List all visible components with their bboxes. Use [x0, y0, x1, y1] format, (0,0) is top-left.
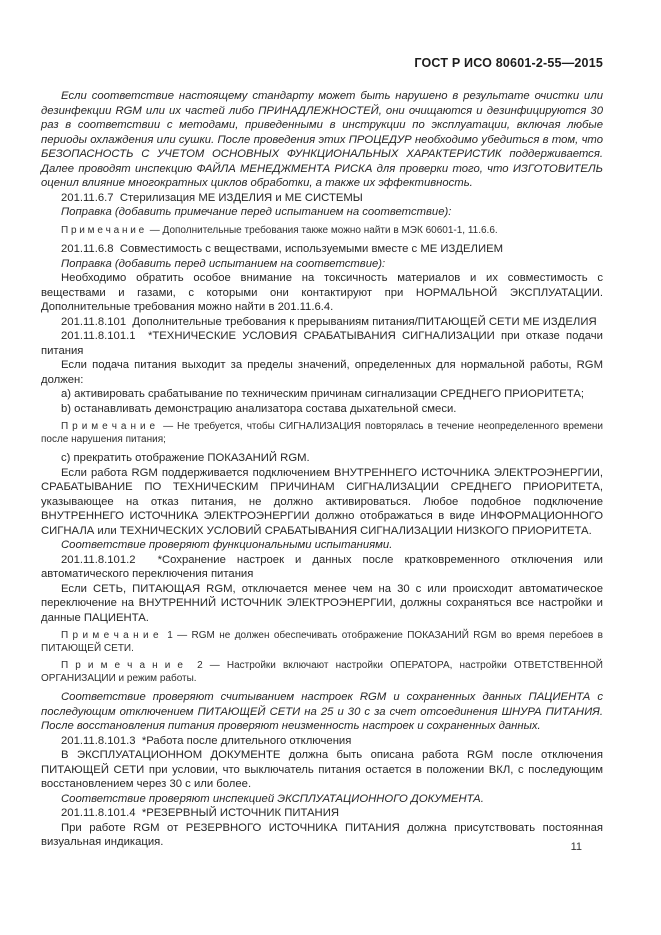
body-paragraph: Если подача питания выходит за пределы значений, определенных для нормальной работы, RGM должен:	[41, 359, 603, 386]
section-heading-201-11-8-101: 201.11.8.101 Дополнительные требования к прерываниям питания/ПИТАЮЩЕЙ СЕТИ МЕ ИЗДЕЛИЯ	[61, 315, 597, 328]
section-heading-201-11-8-101-3: 201.11.8.101.3 *Работа после длительного отключения	[61, 734, 352, 747]
compliance-statement: Соответствие проверяют функциональными испытаниями.	[61, 539, 393, 551]
page-number: 11	[570, 841, 582, 853]
section-heading-201-11-6-8: 201.11.6.8 Совместимость с веществами, используемыми вместе с МЕ ИЗДЕЛИЕМ	[61, 243, 504, 255]
compliance-statement: Соответствие проверяют инспекцией ЭКСПЛУАТАЦИОННОГО ДОКУМЕНТА.	[61, 792, 484, 805]
list-item-c: c) прекратить отображение ПОКАЗАНИЙ RGM.	[61, 452, 310, 464]
body-paragraph: Если СЕТЬ, ПИТАЮЩАЯ RGM, отключается менее чем на 30 с или происходит автоматическое переключение на ВНУТРЕННИЙ ИСТОЧНИК ЭЛЕКТРОЭНЕРГИИ, должны сохраняться все настройки и данные ПАЦИЕНТА.	[41, 582, 603, 624]
note-2: П р и м е ч а н и е 2 — Настройки включают настройки ОПЕРАТОРА, настройки ОТВЕТСТВЕННОЙ ОРГАНИЗАЦИИ и режим работы.	[41, 660, 603, 684]
note: П р и м е ч а н и е — Дополнительные требования также можно найти в МЭК 60601-1, 11.6.6.	[61, 224, 498, 236]
document-body	[41, 89, 603, 850]
body-paragraph: При работе RGM от РЕЗЕРВНОГО ИСТОЧНИКА ПИТАНИЯ должна присутствовать постоянная визуальная индикация.	[41, 821, 603, 848]
amendment-line: Поправка (добавить примечание перед испытанием на соответствие):	[61, 206, 452, 218]
list-item-a: a) активировать срабатывание по техническим причинам сигнализации СРЕДНЕГО ПРИОРИТЕТА;	[61, 388, 585, 400]
intro-italic-paragraph: Если соответствие настоящему стандарту может быть нарушено в результате очистки или дезинфекции RGM или их частей либо ПРИНАДЛЕЖНОСТЕЙ, они очищаются и дезинфицируются 30 раз в соответствии с методами, приведенными в инструкции по эксплуатации, включая любые периоды охлаждения или сушки. После проведения этих ПРОЦЕДУР необходимо убедиться в том, что БЕЗОПАСНОСТЬ С УЧЕТОМ ОСНОВНЫХ ФУНКЦИОНАЛЬНЫХ ХАРАКТЕРИСТИК поддерживается. Далее проводят инспекцию ФАЙЛА МЕНЕДЖМЕНТА РИСКА для проверки того, что ИЗГОТОВИТЕЛЬ оценил влияние многократных циклов обработки, а также их эффективность.	[41, 90, 603, 189]
body-paragraph: Если работа RGM поддерживается подключением ВНУТРЕННЕГО ИСТОЧНИКА ЭЛЕКТРОЭНЕРГИИ, СРАБАТЫВАНИЕ ПО ТЕХНИЧЕСКИМ ПРИЧИНАМ СИГНАЛИЗАЦИИ СРЕДНЕГО ПРИОРИТЕТА, указывающее на отказ питания, не должно активироваться. Любое подобное подключение ВНУТРЕННЕГО ИСТОЧНИКА ЭЛЕКТРОЭНЕРГИИ должно отображаться в виде ИНФОРМАЦИОННОГО СИГНАЛА или ТЕХНИЧЕСКИХ УСЛОВИЙ СРАБАТЫВАНИЯ СИГНАЛИЗАЦИИ НИЗКОГО ПРИОРИТЕТА.	[41, 466, 603, 537]
standard-designation-header: ГОСТ Р ИСО 80601-2-55—2015	[414, 56, 603, 70]
section-heading-201-11-6-7: 201.11.6.7 Стерилизация МЕ ИЗДЕЛИЯ и МЕ СИСТЕМЫ	[61, 191, 363, 204]
amendment-line: Поправка (добавить перед испытанием на соответствие):	[61, 257, 386, 270]
body-paragraph: Необходимо обратить особое внимание на токсичность материалов и их совместимость с веществами и газами, с которыми они контактируют при НОРМАЛЬНОЙ ЭКСПЛУАТАЦИИ. Дополнительные требования можно найти в 201.11.6.4.	[41, 272, 603, 313]
section-heading-201-11-8-101-1: 201.11.8.101.1 *ТЕХНИЧЕСКИЕ УСЛОВИЯ СРАБАТЫВАНИЯ СИГНАЛИЗАЦИИ при отказе подачи питания	[41, 330, 603, 357]
section-heading-201-11-8-101-2: 201.11.8.101.2 *Сохранение настроек и данных после кратковременного отключения или автоматического переключения питания	[41, 553, 603, 580]
section-heading-201-11-8-101-4: 201.11.8.101.4 *РЕЗЕРВНЫЙ ИСТОЧНИК ПИТАНИЯ	[61, 807, 339, 819]
body-paragraph: В ЭКСПЛУАТАЦИОННОМ ДОКУМЕНТЕ должна быть описана работа RGM после отключения ПИТАЮЩЕЙ СЕТИ при условии, что выключатель питания остается в положении ВКЛ, с последующим восстановлением через 30 с или более.	[41, 749, 603, 790]
list-item-b: b) останавливать демонстрацию анализатора состава дыхательной смеси.	[61, 402, 457, 415]
compliance-statement: Соответствие проверяют считыванием настроек RGM и сохраненных данных ПАЦИЕНТА с последующим отключением ПИТАЮЩЕЙ СЕТИ на 25 и 30 с за счет отсоединения ШНУРА ПИТАНИЯ. После восстановления питания проверяют неизменность настроек и сохраненных данных.	[41, 691, 603, 732]
note: П р и м е ч а н и е — Не требуется, чтобы СИГНАЛИЗАЦИЯ повторялась в течение неопределенного времени после нарушения питания;	[41, 421, 603, 445]
note-1: П р и м е ч а н и е 1 — RGM не должен обеспечивать отображение ПОКАЗАНИЙ RGM во время перебоев в ПИТАЮЩЕЙ СЕТИ.	[41, 630, 603, 654]
